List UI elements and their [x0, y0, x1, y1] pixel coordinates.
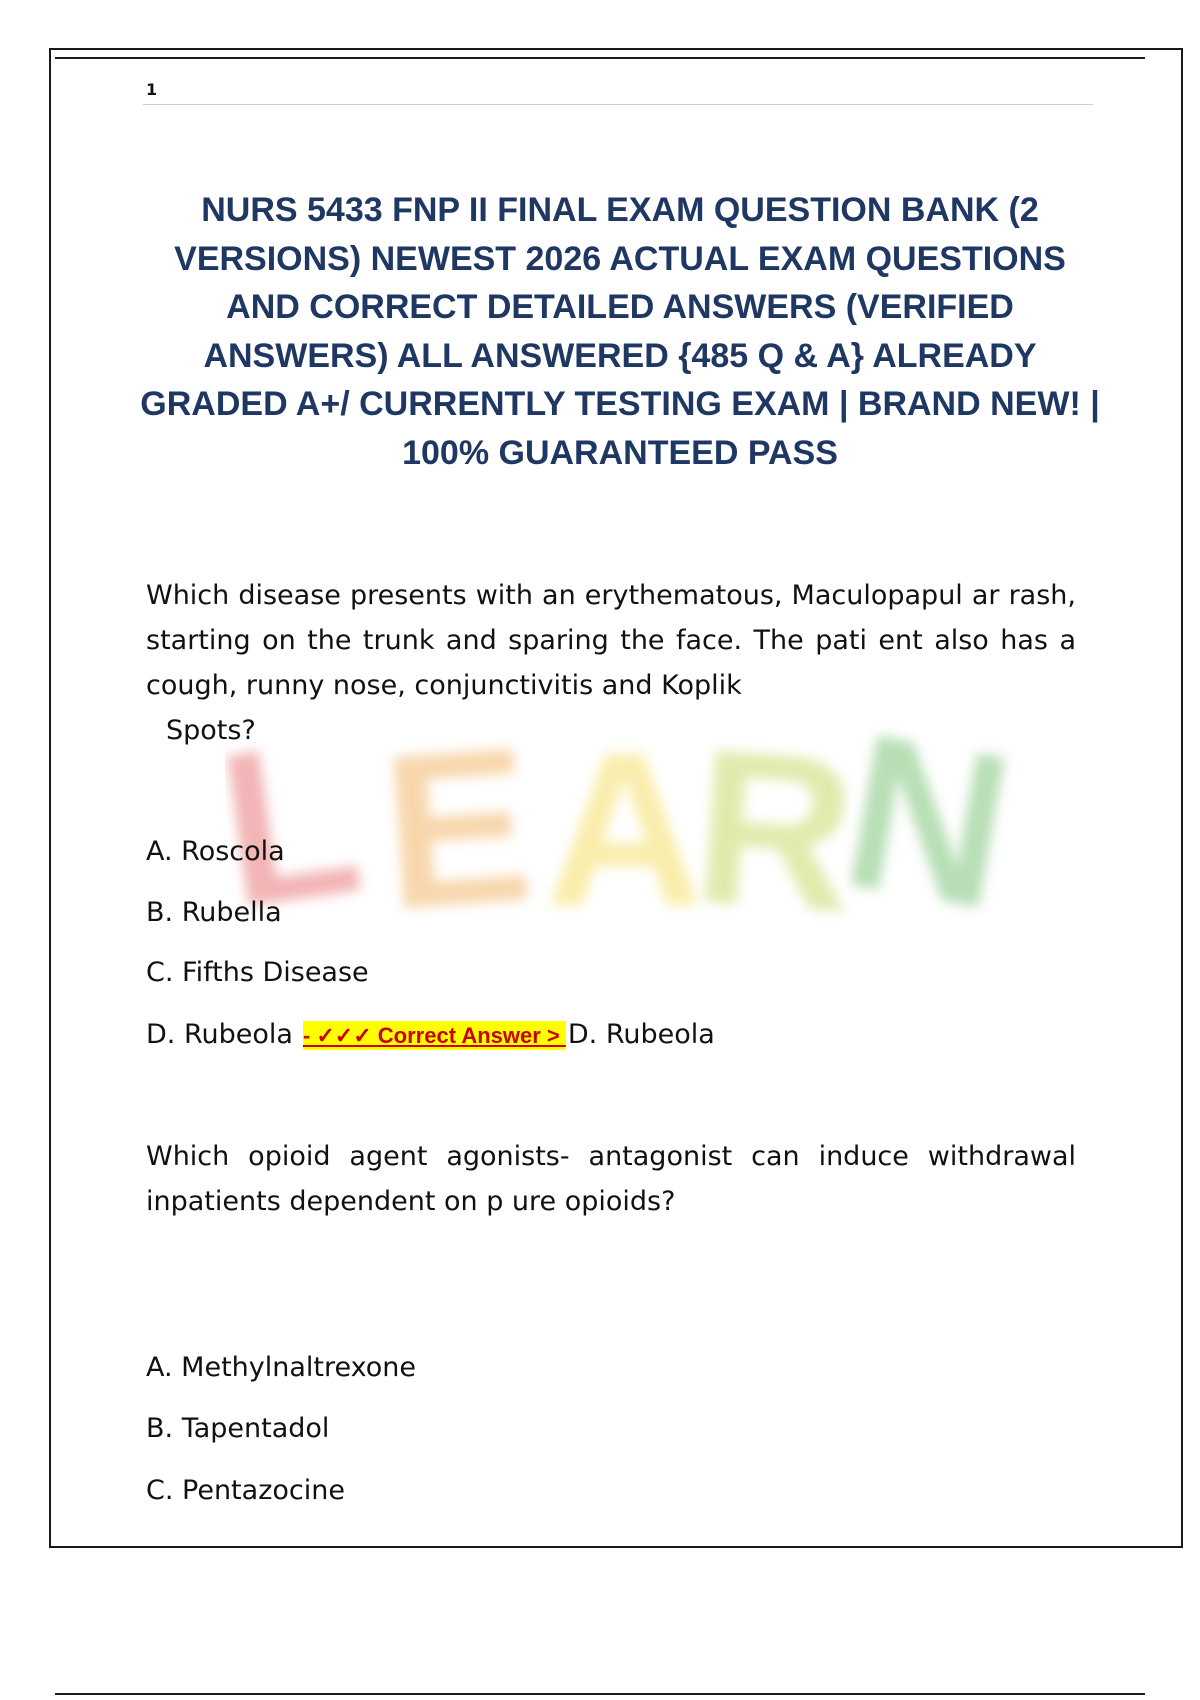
page-number: 1: [146, 80, 158, 99]
svg-text:L: L: [225, 691, 374, 955]
question-1-answer: D. Rubeola: [567, 1019, 715, 1050]
correct-answer-marker: - ✓✓✓ Correct Answer >: [302, 1023, 566, 1048]
question-1-option-c: C. Fifths Disease: [146, 957, 369, 988]
question-1-body: Which disease presents with an erythematous, Maculopapul ar rash, starting on the trunk and sparing the face. The pati ent also has a cough, runny nose, conjunctivitis and Koplik: [146, 580, 1076, 701]
next-page-top-rule: [55, 1693, 1145, 1695]
question-2-option-a: A. Methylnaltrexone: [146, 1352, 417, 1383]
svg-text:E: E: [375, 700, 540, 956]
question-2-option-b: B. Tapentadol: [146, 1413, 330, 1444]
question-2-text: Which opioid agent agonists- antagonist can induce withdrawal inpatients dependent on p ure opioids?: [146, 1141, 1076, 1217]
frame-top-rule: [55, 57, 1145, 59]
document-title: NURS 5433 FNP II FINAL EXAM QUESTION BANK (2 VERSIONS) NEWEST 2026 ACTUAL EXAM QUESTIONS AND CORRECT DETAILED ANSWERS (VERIFIED ANSWERS) ALL ANSWERED {485 Q & A} ALREADY GRADED A+/ CURRENTLY TESTING EXAM | BRAND NEW! | 100% GUARANTEED PASS: [140, 191, 1100, 472]
svg-text:N: N: [828, 690, 1028, 956]
question-1-text: [146, 573, 1076, 753]
header-rule: [143, 104, 1093, 105]
svg-text:R: R: [687, 702, 863, 959]
question-1-option-b: B. Rubella: [146, 897, 282, 928]
question-1-option-a: A. Roscola: [146, 836, 285, 867]
svg-text:A: A: [545, 706, 704, 952]
question-2-option-c: C. Pentazocine: [146, 1475, 345, 1506]
question-1-option-d-row: [146, 1019, 715, 1050]
question-1-last-line: Spots?: [166, 715, 256, 746]
question-1-option-d: D. Rubeola: [146, 1019, 293, 1050]
